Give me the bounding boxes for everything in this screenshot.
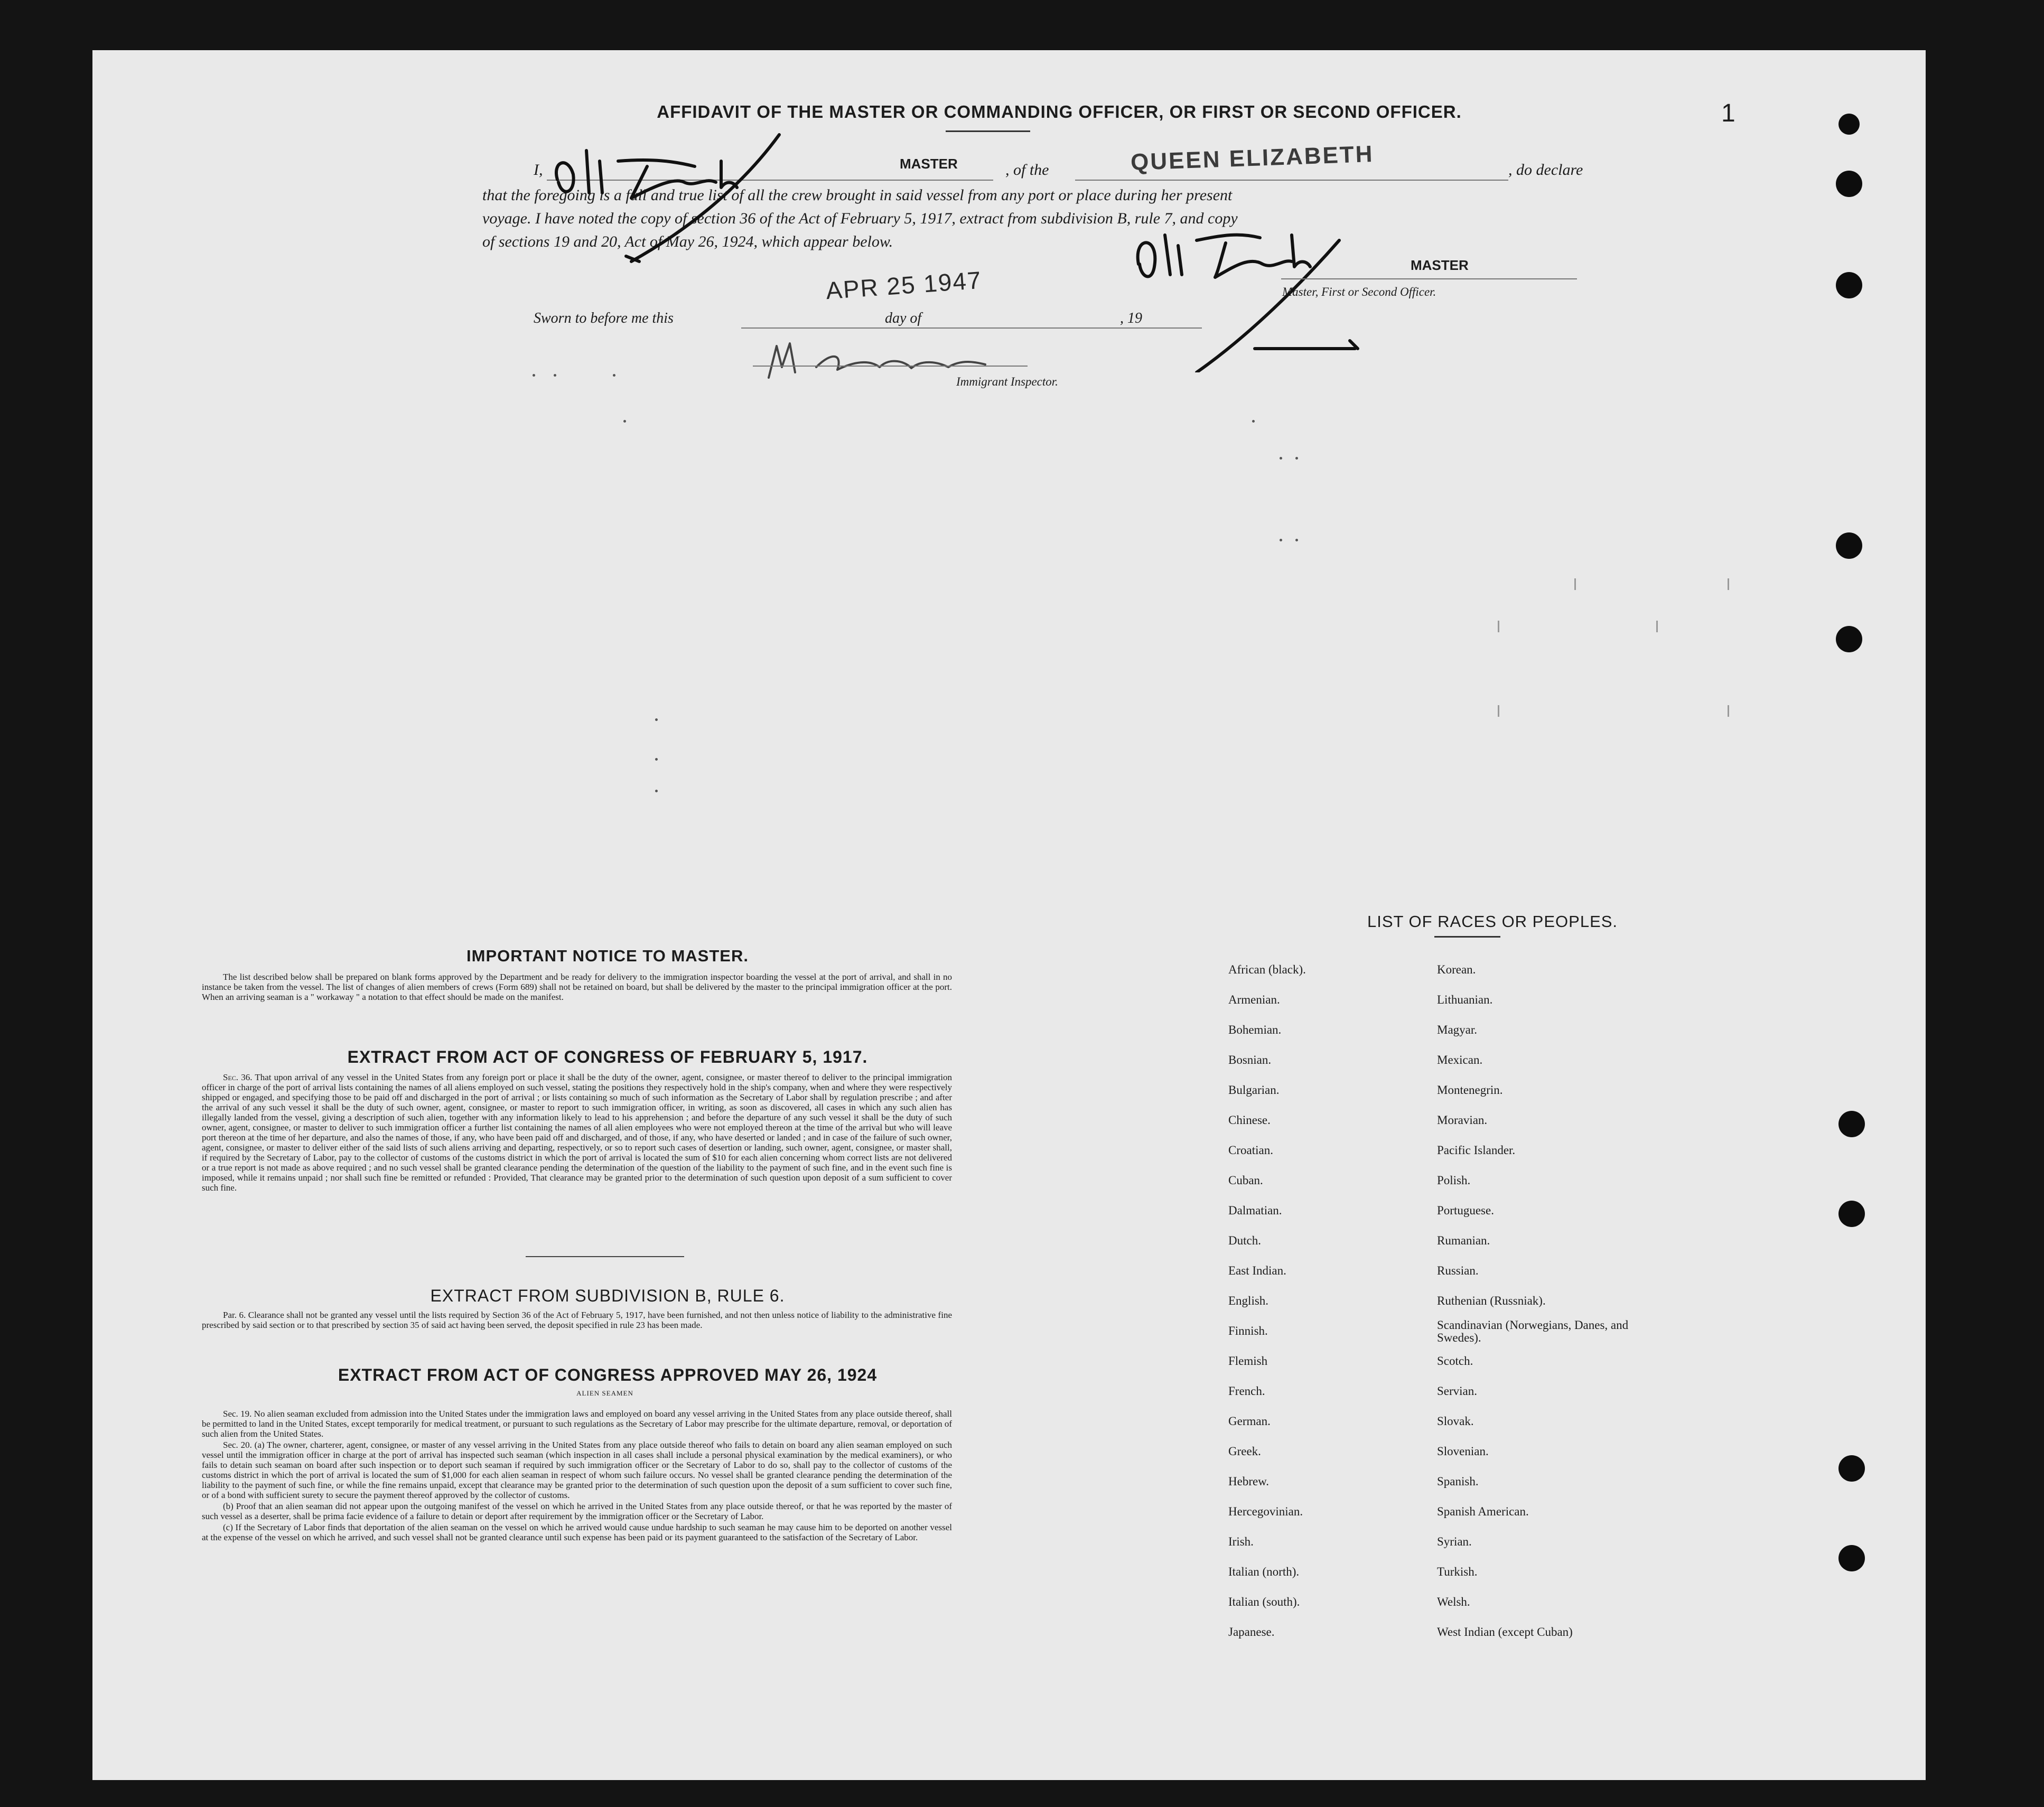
race-item: Ruthenian (Russniak). bbox=[1437, 1294, 1546, 1307]
race-item: Servian. bbox=[1437, 1384, 1478, 1398]
sec-36-label: Sec. 36. bbox=[223, 1072, 253, 1082]
i-label: I, bbox=[534, 161, 543, 179]
sworn-month-underline bbox=[954, 327, 1202, 329]
race-item: Italian (north). bbox=[1228, 1565, 1300, 1578]
race-item: Mexican. bbox=[1437, 1053, 1483, 1066]
race-item: East Indian. bbox=[1228, 1264, 1286, 1277]
punch-hole bbox=[1838, 1545, 1865, 1571]
race-item: Hebrew. bbox=[1228, 1475, 1270, 1488]
year-prefix: , 19 bbox=[1120, 310, 1142, 326]
race-item: Armenian. bbox=[1228, 993, 1280, 1006]
race-item: Dalmatian. bbox=[1228, 1204, 1282, 1217]
act-1924-subtitle: ALIEN SEAMEN bbox=[576, 1389, 633, 1397]
race-item: Cuban. bbox=[1228, 1174, 1263, 1187]
master-stamp-2: MASTER bbox=[1411, 257, 1469, 273]
declaration-line-4: of sections 19 and 20, Act of May 26, 1924, which appear below. bbox=[482, 233, 893, 250]
act-1924-title: EXTRACT FROM ACT OF CONGRESS APPROVED MAY 26, 1924 bbox=[338, 1365, 878, 1384]
sec-20c-paragraph: (c) If the Secretary of Labor finds that deportation of the alien seaman on the vessel on which he arrived would cause undue hardship to such seaman he may cause him to be deported on another vessel at the expense of the vessel on which he arrived, and such vessel shall not be granted clearance until such expense has been paid or its payment guaranteed to the satisfaction of the Secretary of Labor. bbox=[202, 1522, 952, 1542]
page-number-mark: 1 bbox=[1721, 99, 1735, 127]
mark bbox=[623, 420, 626, 423]
mark bbox=[1280, 457, 1282, 460]
mark bbox=[613, 374, 615, 377]
mark bbox=[1295, 539, 1298, 541]
mark bbox=[1498, 705, 1499, 717]
race-item: Bosnian. bbox=[1228, 1053, 1272, 1066]
race-item: Welsh. bbox=[1437, 1595, 1470, 1608]
race-item: Portuguese. bbox=[1437, 1204, 1494, 1217]
inspector-underline bbox=[753, 366, 1028, 367]
mark bbox=[1295, 457, 1298, 460]
mark bbox=[655, 718, 658, 721]
master-caption: Master, First or Second Officer. bbox=[1282, 285, 1436, 298]
race-item: Syrian. bbox=[1437, 1535, 1472, 1548]
punch-hole bbox=[1838, 1201, 1865, 1227]
race-item: Polish. bbox=[1437, 1174, 1471, 1187]
race-item: Scotch. bbox=[1437, 1354, 1473, 1368]
mark bbox=[1498, 621, 1499, 632]
race-item: German. bbox=[1228, 1415, 1271, 1428]
rule-6-paragraph: Par. 6. Clearance shall not be granted any vessel until the lists required by Section 36 of the Act of February 5, 1917, have been furnished, and not then unless notice of liability to the administrative fine prescribed by said section or to that prescribed by section 35 of said act having been served, the deposit specified in rule 23 has been made. bbox=[202, 1310, 952, 1330]
punch-hole bbox=[1836, 171, 1862, 197]
mark bbox=[1252, 420, 1255, 423]
date-stamp: APR 25 1947 bbox=[825, 266, 983, 305]
manifest-page bbox=[92, 50, 1926, 1780]
race-item: Spanish. bbox=[1437, 1475, 1479, 1488]
notice-text bbox=[202, 972, 952, 1003]
affidavit-title: AFFIDAVIT OF THE MASTER OR COMMANDING OFFICER, OR FIRST OR SECOND OFFICER. bbox=[657, 102, 1462, 121]
sworn-day-underline bbox=[741, 327, 974, 329]
mark bbox=[554, 374, 556, 377]
mark bbox=[1574, 578, 1576, 590]
race-item: Scandinavian (Norwegians, Danes, and Swedes). bbox=[1437, 1318, 1629, 1344]
races-divider bbox=[1434, 936, 1500, 938]
mark bbox=[1656, 621, 1658, 632]
mark bbox=[1728, 705, 1729, 717]
punch-hole bbox=[1838, 1111, 1865, 1137]
vessel-underline bbox=[1075, 180, 1508, 181]
sec-20a-paragraph: Sec. 20. (a) The owner, charterer, agent, consignee, or master of any vessel arriving in the United States from any place outside thereof who fails to detain on board any alien seaman employed on such vessel until the immigration officer in charge at the port of arrival has inspected such seaman (which inspection in all cases shall include a personal physical examination by the medical examiners), or who fails to detain such seaman on board after such inspection or to deport such seaman if required by such immigration officer or the Secretary of Labor to do so, shall pay to the collector of customs of the customs district in which the port of arrival is located the sum of $1,000 for each alien seaman in respect of whom such failure occurs. No vessel shall be granted clearance pending the determination of the liability to the payment of such fine, or while the fine remains unpaid, except that clearance may be granted prior to the determination of such question upon the deposit of a sum sufficient to cover such fine, or of a bond with sufficient surety to secure the payment thereof approved by the collector of customs. bbox=[202, 1440, 952, 1500]
act-1917-text bbox=[202, 1072, 952, 1194]
race-item: Flemish bbox=[1228, 1354, 1268, 1368]
punch-hole bbox=[1838, 1455, 1865, 1482]
races-title: LIST OF RACES OR PEOPLES. bbox=[1367, 912, 1618, 931]
act-1924-text bbox=[202, 1409, 952, 1543]
inspector-caption: Immigrant Inspector. bbox=[956, 375, 1058, 388]
sec-19-paragraph: Sec. 19. No alien seaman excluded from admission into the United States under the immigration laws and employed on board any vessel arriving in the United States from any place outside thereof, shall be permitted to land in the United States, except temporarily for medical treatment, or pursuant to such regulations as the Secretary of Labor may prescribe for the ultimate departure, removal, or deportation of such alien from the United States. bbox=[202, 1409, 952, 1439]
race-item: Korean. bbox=[1437, 963, 1476, 976]
race-item: Lithuanian. bbox=[1437, 993, 1493, 1006]
race-item: Chinese. bbox=[1228, 1113, 1271, 1127]
punch-hole bbox=[1836, 532, 1862, 559]
rule-6-text bbox=[202, 1310, 952, 1331]
race-item: Croatian. bbox=[1228, 1144, 1273, 1157]
race-item: Dutch. bbox=[1228, 1234, 1261, 1247]
notice-paragraph: The list described below shall be prepared on blank forms approved by the Department and be ready for delivery to the immigration inspector boarding the vessel at the port of arrival, and shall in no instance be taken from the vessel. The list of changes of alien members of crews (Form 689) shall not be retained on board, but shall be delivered by the master to the principal immigration officer at the port. When an arriving seaman is a " workaway " a notation to that effect should be made on the manifest. bbox=[202, 972, 952, 1002]
signature-underline bbox=[1281, 278, 1577, 279]
rule-6-title: EXTRACT FROM SUBDIVISION B, RULE 6. bbox=[430, 1286, 785, 1305]
race-item: Moravian. bbox=[1437, 1113, 1488, 1127]
race-item: English. bbox=[1228, 1294, 1269, 1307]
race-item: Bulgarian. bbox=[1228, 1083, 1280, 1097]
race-item: Magyar. bbox=[1437, 1023, 1478, 1036]
sec-20b-paragraph: (b) Proof that an alien seaman did not appear upon the outgoing manifest of the vessel on which he arrived in the United States from any place outside thereof, or that he was reported by the master of such vessel as a deserter, shall be prima facie evidence of a failure to detain or deport after requirement by the immigration officer or the Secretary of Labor. bbox=[202, 1501, 952, 1521]
race-item: Greek. bbox=[1228, 1445, 1261, 1458]
master-signature-1 bbox=[547, 129, 843, 267]
race-item: Montenegrin. bbox=[1437, 1083, 1503, 1097]
act-1917-title: EXTRACT FROM ACT OF CONGRESS OF FEBRUARY 5, 1917. bbox=[347, 1047, 868, 1066]
punch-hole bbox=[1838, 114, 1860, 135]
sworn-label: Sworn to before me this bbox=[534, 310, 674, 326]
race-item: Turkish. bbox=[1437, 1565, 1478, 1578]
race-item: Pacific Islander. bbox=[1437, 1144, 1516, 1157]
race-item: West Indian (except Cuban) bbox=[1437, 1625, 1573, 1639]
section-divider bbox=[526, 1256, 684, 1257]
declaration-line-2: that the foregoing is a full and true list of all the crew brought in said vessel from any port or place during her present bbox=[482, 186, 1233, 204]
mark bbox=[1728, 578, 1729, 590]
act-1917-paragraph bbox=[202, 1072, 952, 1193]
declaration-line-3: voyage. I have noted the copy of section 36 of the Act of February 5, 1917, extract from subdivision B, rule 7, and copy bbox=[482, 210, 1238, 227]
sec-36-text: That upon arrival of any vessel in the United States from any foreign port or place it shall be the duty of the owner, agent, consignee, or master thereof to deliver to the principal immigration officer in charge of the port of arrival lists containing the names of all aliens employed on such vessel, stating the positions they respectively hold in the ship's company, when and where they were respectively shipped or engaged, and specifying those to be paid off and discharged in the port of arrival ; or lists containing so much of such information as the Secretary of Labor shall by regulation prescribe ; and after the arrival of any such vessel it shall be the duty of such owner, agent, consignee, or master to report to such immigration officer, in writing, as soon as discovered, all cases in which any such alien has illegally landed from the vessel, giving a description of such alien, together with any information likely to lead to his apprehension ; and before the departure of any such vessel it shall be the duty of such owner, agent, consignee, or master to deliver to such immigration officer a further list containing the names of all alien employees who were not employed thereon at the time of the arrival but who will leave port thereon at the time of her departure, and also the names of those, if any, who have been paid off and discharged, and of those, if any, who have deserted or landed ; and in case of the failure of such owner, agent, consignee, or master to deliver either of the said lists of such aliens arriving and departing, respectively, or so to report such cases of desertion or landing, such owner, agent, consignee, or master shall, if required by the Secretary of Labor, pay to the collector of customs of the customs district in which the port of arrival is located the sum of $10 for each alien concerning whom correct lists are not delivered or a true report is not made as above required ; and no such vessel shall be granted clearance pending the determination of the question of the liability to the payment of such fine, and in the event such fine is imposed, while it remains unpaid ; nor shall such fine be remitted or refunded : Provided, That clearance may be granted prior to the determination of such question upon deposit of a sum sufficient to cover such fine. bbox=[202, 1072, 952, 1193]
of-the-label: , of the bbox=[1005, 161, 1049, 179]
title-divider bbox=[946, 130, 1030, 132]
race-item: Russian. bbox=[1437, 1264, 1479, 1277]
vessel-name-stamp: QUEEN ELIZABETH bbox=[1130, 141, 1375, 176]
rank-stamp: MASTER bbox=[900, 156, 958, 172]
race-item: Bohemian. bbox=[1228, 1023, 1282, 1036]
punch-hole bbox=[1836, 272, 1862, 298]
race-item: Slovenian. bbox=[1437, 1445, 1489, 1458]
race-item: French. bbox=[1228, 1384, 1265, 1398]
do-declare-label: , do declare bbox=[1508, 161, 1583, 179]
race-item: Spanish American. bbox=[1437, 1505, 1529, 1518]
mark bbox=[533, 374, 535, 377]
notice-title: IMPORTANT NOTICE TO MASTER. bbox=[466, 947, 749, 965]
race-item: Japanese. bbox=[1228, 1625, 1275, 1639]
day-of-label: day of bbox=[885, 310, 922, 326]
race-item: Finnish. bbox=[1228, 1324, 1268, 1337]
race-item: Rumanian. bbox=[1437, 1234, 1490, 1247]
punch-hole bbox=[1836, 626, 1862, 652]
race-item: Hercegovinian. bbox=[1228, 1505, 1303, 1518]
mark bbox=[655, 790, 658, 792]
race-item: Irish. bbox=[1228, 1535, 1254, 1548]
race-item: African (black). bbox=[1228, 963, 1306, 976]
race-item: Italian (south). bbox=[1228, 1595, 1300, 1608]
mark bbox=[1280, 539, 1282, 541]
mark bbox=[655, 758, 658, 761]
race-item: Slovak. bbox=[1437, 1415, 1474, 1428]
